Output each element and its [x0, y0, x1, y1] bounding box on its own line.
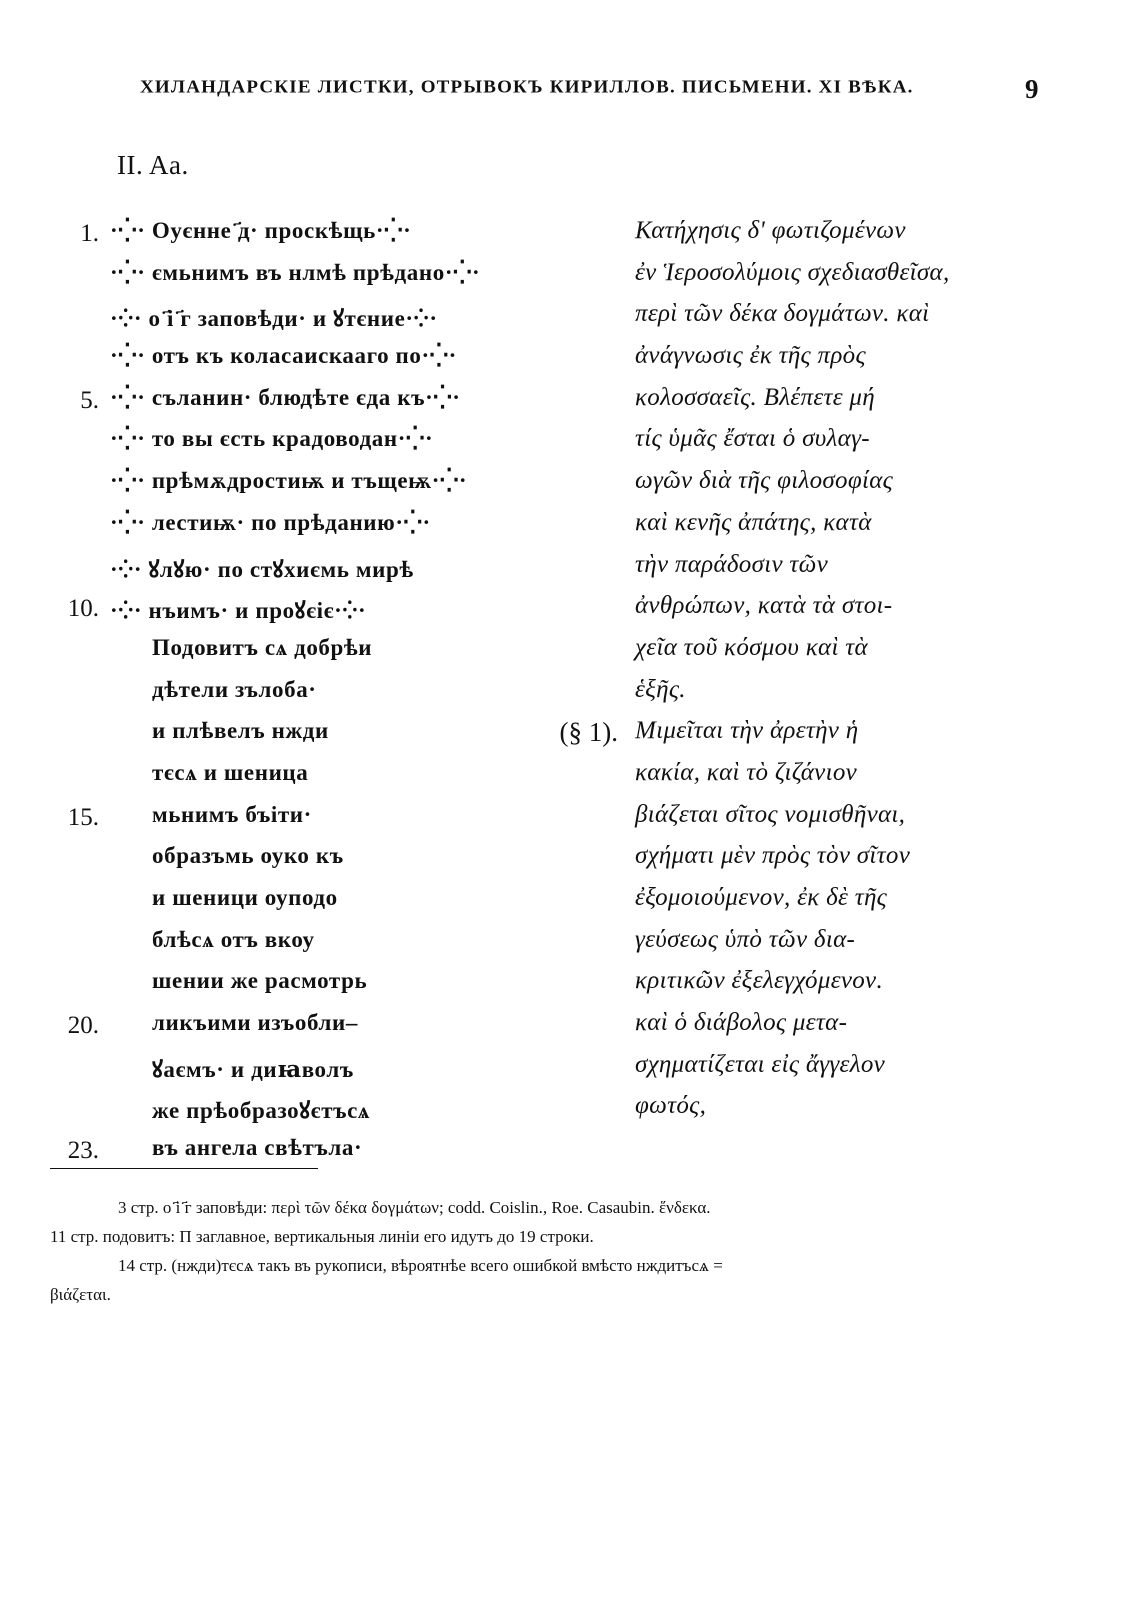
- greek-line-text: σχήματι μὲν πρὸς τὸν σῖτον: [635, 842, 911, 870]
- greek-line-text: κριτικῶν ἐξελεγχόμενον.: [635, 967, 883, 995]
- greek-line: [520, 593, 1020, 635]
- line-number: 15.: [67, 803, 99, 831]
- greek-line: [520, 510, 1020, 552]
- greek-line: [520, 385, 1020, 427]
- slavonic-line: [0, 968, 560, 1010]
- slavonic-line: [0, 843, 560, 885]
- slavonic-line-text: ·⁛· съланин· блюдѣте єда къ·⁛·: [110, 384, 461, 410]
- footnote-line: βιάζεται.: [50, 1285, 111, 1304]
- greek-line-text: ἐν Ἱεροσολύμοις σχεδιασθεῖσα,: [635, 258, 950, 286]
- greek-line-text: περὶ τῶν δέκα δογμάτων. καὶ: [635, 300, 930, 328]
- greek-line-text: βιάζεται σῖτος νομισθῆναι,: [635, 800, 906, 828]
- greek-line: [520, 1052, 1020, 1094]
- slavonic-line-text: ·⁛· нъимъ· и проꙋєіє·⁛·: [110, 598, 367, 624]
- footnote-line: 14 стр. (нжди)тєсѧ такъ въ рукописи, вѣроятнѣе всего ошибкой вмѣсто нждитъсѧ =: [118, 1256, 723, 1275]
- slavonic-line: [0, 927, 560, 969]
- greek-line: [520, 968, 1020, 1010]
- greek-line: [520, 468, 1020, 510]
- slavonic-line-text: ·⁛· прѣмѫдростиѭ и тъщеѭ·⁛·: [110, 468, 468, 494]
- slavonic-line: [0, 510, 560, 552]
- paragraph-marker: (§ 1).: [559, 717, 618, 748]
- running-title: ХИЛАНДАРСКІЕ ЛИСТКИ, ОТРЫВОКЪ КИРИЛЛОВ. ПИСЬМЕНИ. XI ВѢКА.: [140, 78, 914, 98]
- greek-line: [520, 301, 1020, 343]
- slavonic-line-text: ·⁛· ємьнимъ въ нлмѣ прѣдано·⁛·: [110, 259, 481, 285]
- greek-column: [520, 218, 1020, 1135]
- slavonic-line-text: ·⁛· Оуєнне ҃д· проскѣщь·⁛·: [110, 218, 412, 243]
- slavonic-line: [0, 301, 560, 343]
- slavonic-line-text: мьнимъ бъіти·: [152, 801, 312, 827]
- slavonic-line-text: тєсѧ и шеница: [152, 759, 309, 785]
- line-number: 20.: [67, 1012, 99, 1040]
- greek-line-text: κακία, καὶ τὸ ζιζάνιον: [635, 758, 858, 786]
- slavonic-line: [0, 218, 560, 260]
- slavonic-line: [0, 677, 560, 719]
- greek-line-text: ἀνθρώπων, κατὰ τὰ στοι-: [635, 592, 893, 620]
- greek-line-text: τίς ὑμᾶς ἔσται ὁ συλαγ-: [635, 425, 870, 453]
- footnote-line: 3 стр. о ҃і ҃г заповѣди: περὶ τῶν δέκα δογμάτων; codd. Coislin., Roe. Casaubin. ἕνδεκα.: [118, 1198, 711, 1217]
- footnotes: [50, 1193, 1020, 1309]
- slavonic-line-text: ·⁛· о ҃і ҃г заповѣди· и ꙋтєние·⁛·: [110, 306, 438, 332]
- greek-line: [520, 218, 1020, 260]
- greek-line: [520, 343, 1020, 385]
- slavonic-line-text: блѣсѧ отъ вкоу: [152, 926, 315, 952]
- greek-line: [520, 1093, 1020, 1135]
- greek-line-text: χεῖα τοῦ κόσμου καὶ τὰ: [635, 633, 868, 661]
- slavonic-line-text: ликъими изъобли–: [152, 1010, 358, 1036]
- slavonic-line-text: шении же расмотрь: [152, 968, 368, 994]
- slavonic-line: [0, 343, 560, 385]
- greek-line-text: καὶ κενῆς ἀπάτης, κατὰ: [635, 508, 872, 536]
- greek-line: [520, 927, 1020, 969]
- greek-line: [520, 1010, 1020, 1052]
- slavonic-line: [0, 385, 560, 427]
- slavonic-line-text: ·⁛· лестиѭ· по прѣданию·⁛·: [110, 509, 431, 535]
- greek-line-text: φωτός,: [635, 1092, 707, 1120]
- greek-line-text: Κατήχησις δʹ φωτιζομένων: [635, 217, 906, 244]
- slavonic-line: [0, 552, 560, 594]
- greek-line: [520, 552, 1020, 594]
- slavonic-line: [0, 1135, 560, 1177]
- greek-line-text: ἐξομοιούμενον, ἐκ δὲ τῆς: [635, 884, 888, 911]
- slavonic-column: [0, 218, 560, 1177]
- slavonic-line: [0, 1010, 560, 1052]
- section-label: II. Aa.: [117, 150, 189, 180]
- slavonic-line-text: же прѣобразоꙋєтъсѧ: [152, 1098, 371, 1124]
- line-number: 5.: [80, 386, 99, 414]
- line-number: 1.: [80, 220, 99, 247]
- slavonic-line-text: ·⁛· то вы єсть крадоводан·⁛·: [110, 426, 434, 452]
- greek-line-text: τὴν παράδοσιν τῶν: [635, 550, 829, 578]
- greek-line-text: Μιμεῖται τὴν ἀρετὴν ἡ: [635, 717, 859, 745]
- slavonic-line-text: ·⁛· отъ къ коласаискааго по·⁛·: [110, 343, 457, 369]
- slavonic-line-text: Подовитъ сѧ добрѣи: [152, 634, 373, 660]
- footnote-rule: [50, 1168, 318, 1169]
- greek-line: [520, 677, 1020, 719]
- line-number: 10.: [67, 595, 99, 623]
- greek-line-text: κολοσσαεῖς. Βλέπετε μή: [635, 383, 875, 411]
- line-number: 23.: [67, 1137, 99, 1165]
- greek-line: [520, 260, 1020, 302]
- slavonic-line: [0, 635, 560, 677]
- slavonic-line-text: дѣтели зълоба·: [152, 676, 317, 702]
- greek-line-text: καὶ ὁ διάβολος μετα-: [635, 1009, 848, 1037]
- slavonic-line: [0, 1052, 560, 1094]
- greek-line: [520, 885, 1020, 927]
- slavonic-line: [0, 426, 560, 468]
- greek-line-text: ἀνάγνωσις ἐκ τῆς πρὸς: [635, 342, 866, 370]
- greek-line-text: γεύσεως ὑπὸ τῶν δια-: [635, 925, 856, 953]
- slavonic-line: [0, 593, 560, 635]
- greek-line: [520, 718, 1020, 760]
- slavonic-line-text: ·⁛· ꙋлꙋю· по стꙋхиємь мирѣ: [110, 556, 414, 582]
- slavonic-line-text: въ ангела свѣтъла·: [152, 1135, 363, 1161]
- page-number: 9: [1025, 74, 1039, 104]
- footnote-line: 11 стр. подовитъ: П заглавное, вертикальныя линіи его идутъ до 19 строки.: [50, 1227, 594, 1246]
- slavonic-line-text: ꙋаємъ· и диꙗволъ: [152, 1056, 354, 1082]
- greek-line-text: σχηματίζεται εἰς ἄγγελον: [635, 1050, 886, 1078]
- slavonic-line: [0, 760, 560, 802]
- slavonic-line: [0, 718, 560, 760]
- greek-line-text: ἑξῆς.: [635, 675, 686, 703]
- slavonic-line-text: и шеници оуподо: [152, 885, 338, 910]
- greek-line: [520, 635, 1020, 677]
- running-header: [0, 74, 1140, 110]
- greek-line: [520, 843, 1020, 885]
- slavonic-line: [0, 260, 560, 302]
- slavonic-line: [0, 468, 560, 510]
- slavonic-line: [0, 1093, 560, 1135]
- greek-line: [520, 802, 1020, 844]
- slavonic-line: [0, 885, 560, 927]
- greek-line: [520, 760, 1020, 802]
- greek-line: [520, 426, 1020, 468]
- slavonic-line-text: образъмь оуко къ: [152, 843, 344, 869]
- greek-line-text: ωγῶν διὰ τῆς φιλοσοφίας: [635, 467, 894, 495]
- slavonic-line-text: и плѣвелъ нжди: [152, 718, 329, 744]
- slavonic-line: [0, 802, 560, 844]
